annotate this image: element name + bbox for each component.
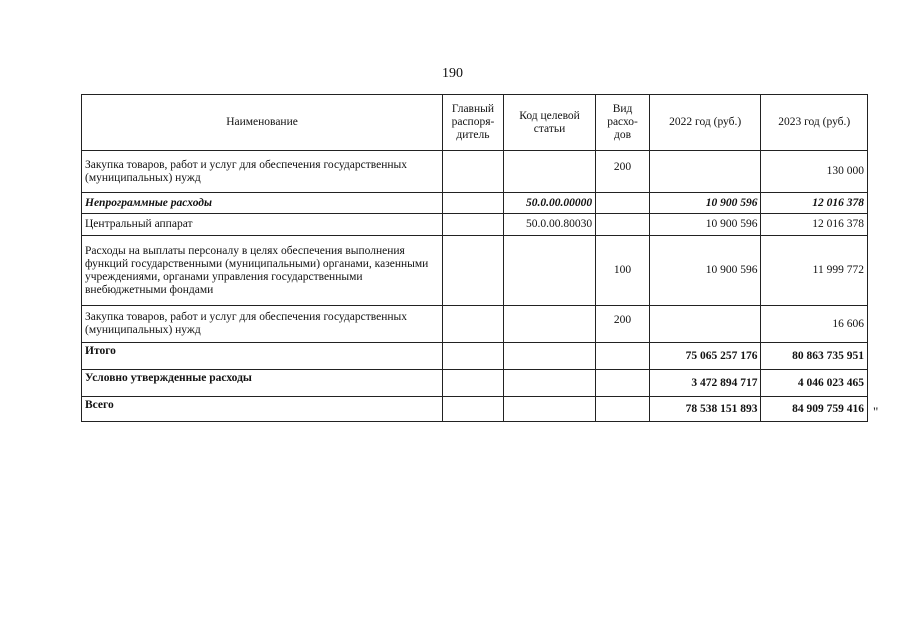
row-vid: 100 — [596, 236, 650, 306]
row-2023: 130 000 — [761, 151, 868, 193]
row-vid — [596, 214, 650, 236]
row-2023: 4 046 023 465 — [761, 370, 868, 397]
table-row — [82, 306, 868, 343]
row-2023: 12 016 378 — [761, 193, 868, 214]
closing-quote: " — [873, 404, 879, 419]
row-name: Закупка товаров, работ и услуг для обеспечения государственных (муниципальных) нужд — [82, 306, 443, 343]
header-glavny — [443, 95, 504, 151]
row-vid: 200 — [596, 151, 650, 193]
row-code: 50.0.00.00000 — [503, 193, 595, 214]
row-vid — [596, 343, 650, 370]
row-2022: 10 900 596 — [649, 214, 761, 236]
table-row — [82, 370, 868, 397]
table-header-row — [82, 95, 868, 151]
row-glavny — [443, 343, 504, 370]
table-row — [82, 236, 868, 306]
row-code — [503, 343, 595, 370]
row-2022: 3 472 894 717 — [649, 370, 761, 397]
row-2022: 78 538 151 893 — [649, 397, 761, 422]
header-code: Код целевой статьи — [503, 95, 595, 151]
row-2022 — [649, 151, 761, 193]
row-code: 50.0.00.80030 — [503, 214, 595, 236]
header-name: Наименование — [82, 95, 443, 151]
row-glavny — [443, 236, 504, 306]
table-row — [82, 397, 868, 422]
row-glavny — [443, 151, 504, 193]
row-2023: 12 016 378 — [761, 214, 868, 236]
row-2022 — [649, 306, 761, 343]
row-code — [503, 306, 595, 343]
header-glavny-text: Главный распоря-дитель — [451, 103, 495, 141]
row-glavny — [443, 397, 504, 422]
row-2023: 16 606 — [761, 306, 868, 343]
table-row — [82, 214, 868, 236]
row-name: Итого — [82, 343, 443, 370]
row-glavny — [443, 193, 504, 214]
header-vid: Вид расхо-дов — [596, 95, 650, 151]
row-code — [503, 370, 595, 397]
table-row — [82, 151, 868, 193]
header-year-2022: 2022 год (руб.) — [649, 95, 761, 151]
row-2022: 75 065 257 176 — [649, 343, 761, 370]
row-vid — [596, 397, 650, 422]
row-2022: 10 900 596 — [649, 236, 761, 306]
row-code — [503, 151, 595, 193]
row-code — [503, 236, 595, 306]
row-2023: 11 999 772 — [761, 236, 868, 306]
row-2023: 80 863 735 951 — [761, 343, 868, 370]
header-year-2023: 2023 год (руб.) — [761, 95, 868, 151]
row-name: Всего — [82, 397, 443, 422]
row-vid — [596, 370, 650, 397]
row-glavny — [443, 214, 504, 236]
row-code — [503, 397, 595, 422]
row-name: Центральный аппарат — [82, 214, 443, 236]
row-2023: 84 909 759 416 — [761, 397, 868, 422]
row-glavny — [443, 370, 504, 397]
row-name: Закупка товаров, работ и услуг для обеспечения государственных (муниципальных) нужд — [82, 151, 443, 193]
row-glavny — [443, 306, 504, 343]
row-vid: 200 — [596, 306, 650, 343]
table-row — [82, 193, 868, 214]
row-2022: 10 900 596 — [649, 193, 761, 214]
page-number: 190 — [442, 66, 463, 81]
budget-table — [81, 94, 868, 422]
table-row — [82, 343, 868, 370]
row-name: Непрограммные расходы — [82, 193, 443, 214]
row-name: Расходы на выплаты персоналу в целях обеспечения выполнения функций государственными (муниципальными) органами, казенными учреждениями, органами управления государственными внебюджетными фондами — [82, 236, 443, 306]
row-name: Условно утвержденные расходы — [82, 370, 443, 397]
row-vid — [596, 193, 650, 214]
